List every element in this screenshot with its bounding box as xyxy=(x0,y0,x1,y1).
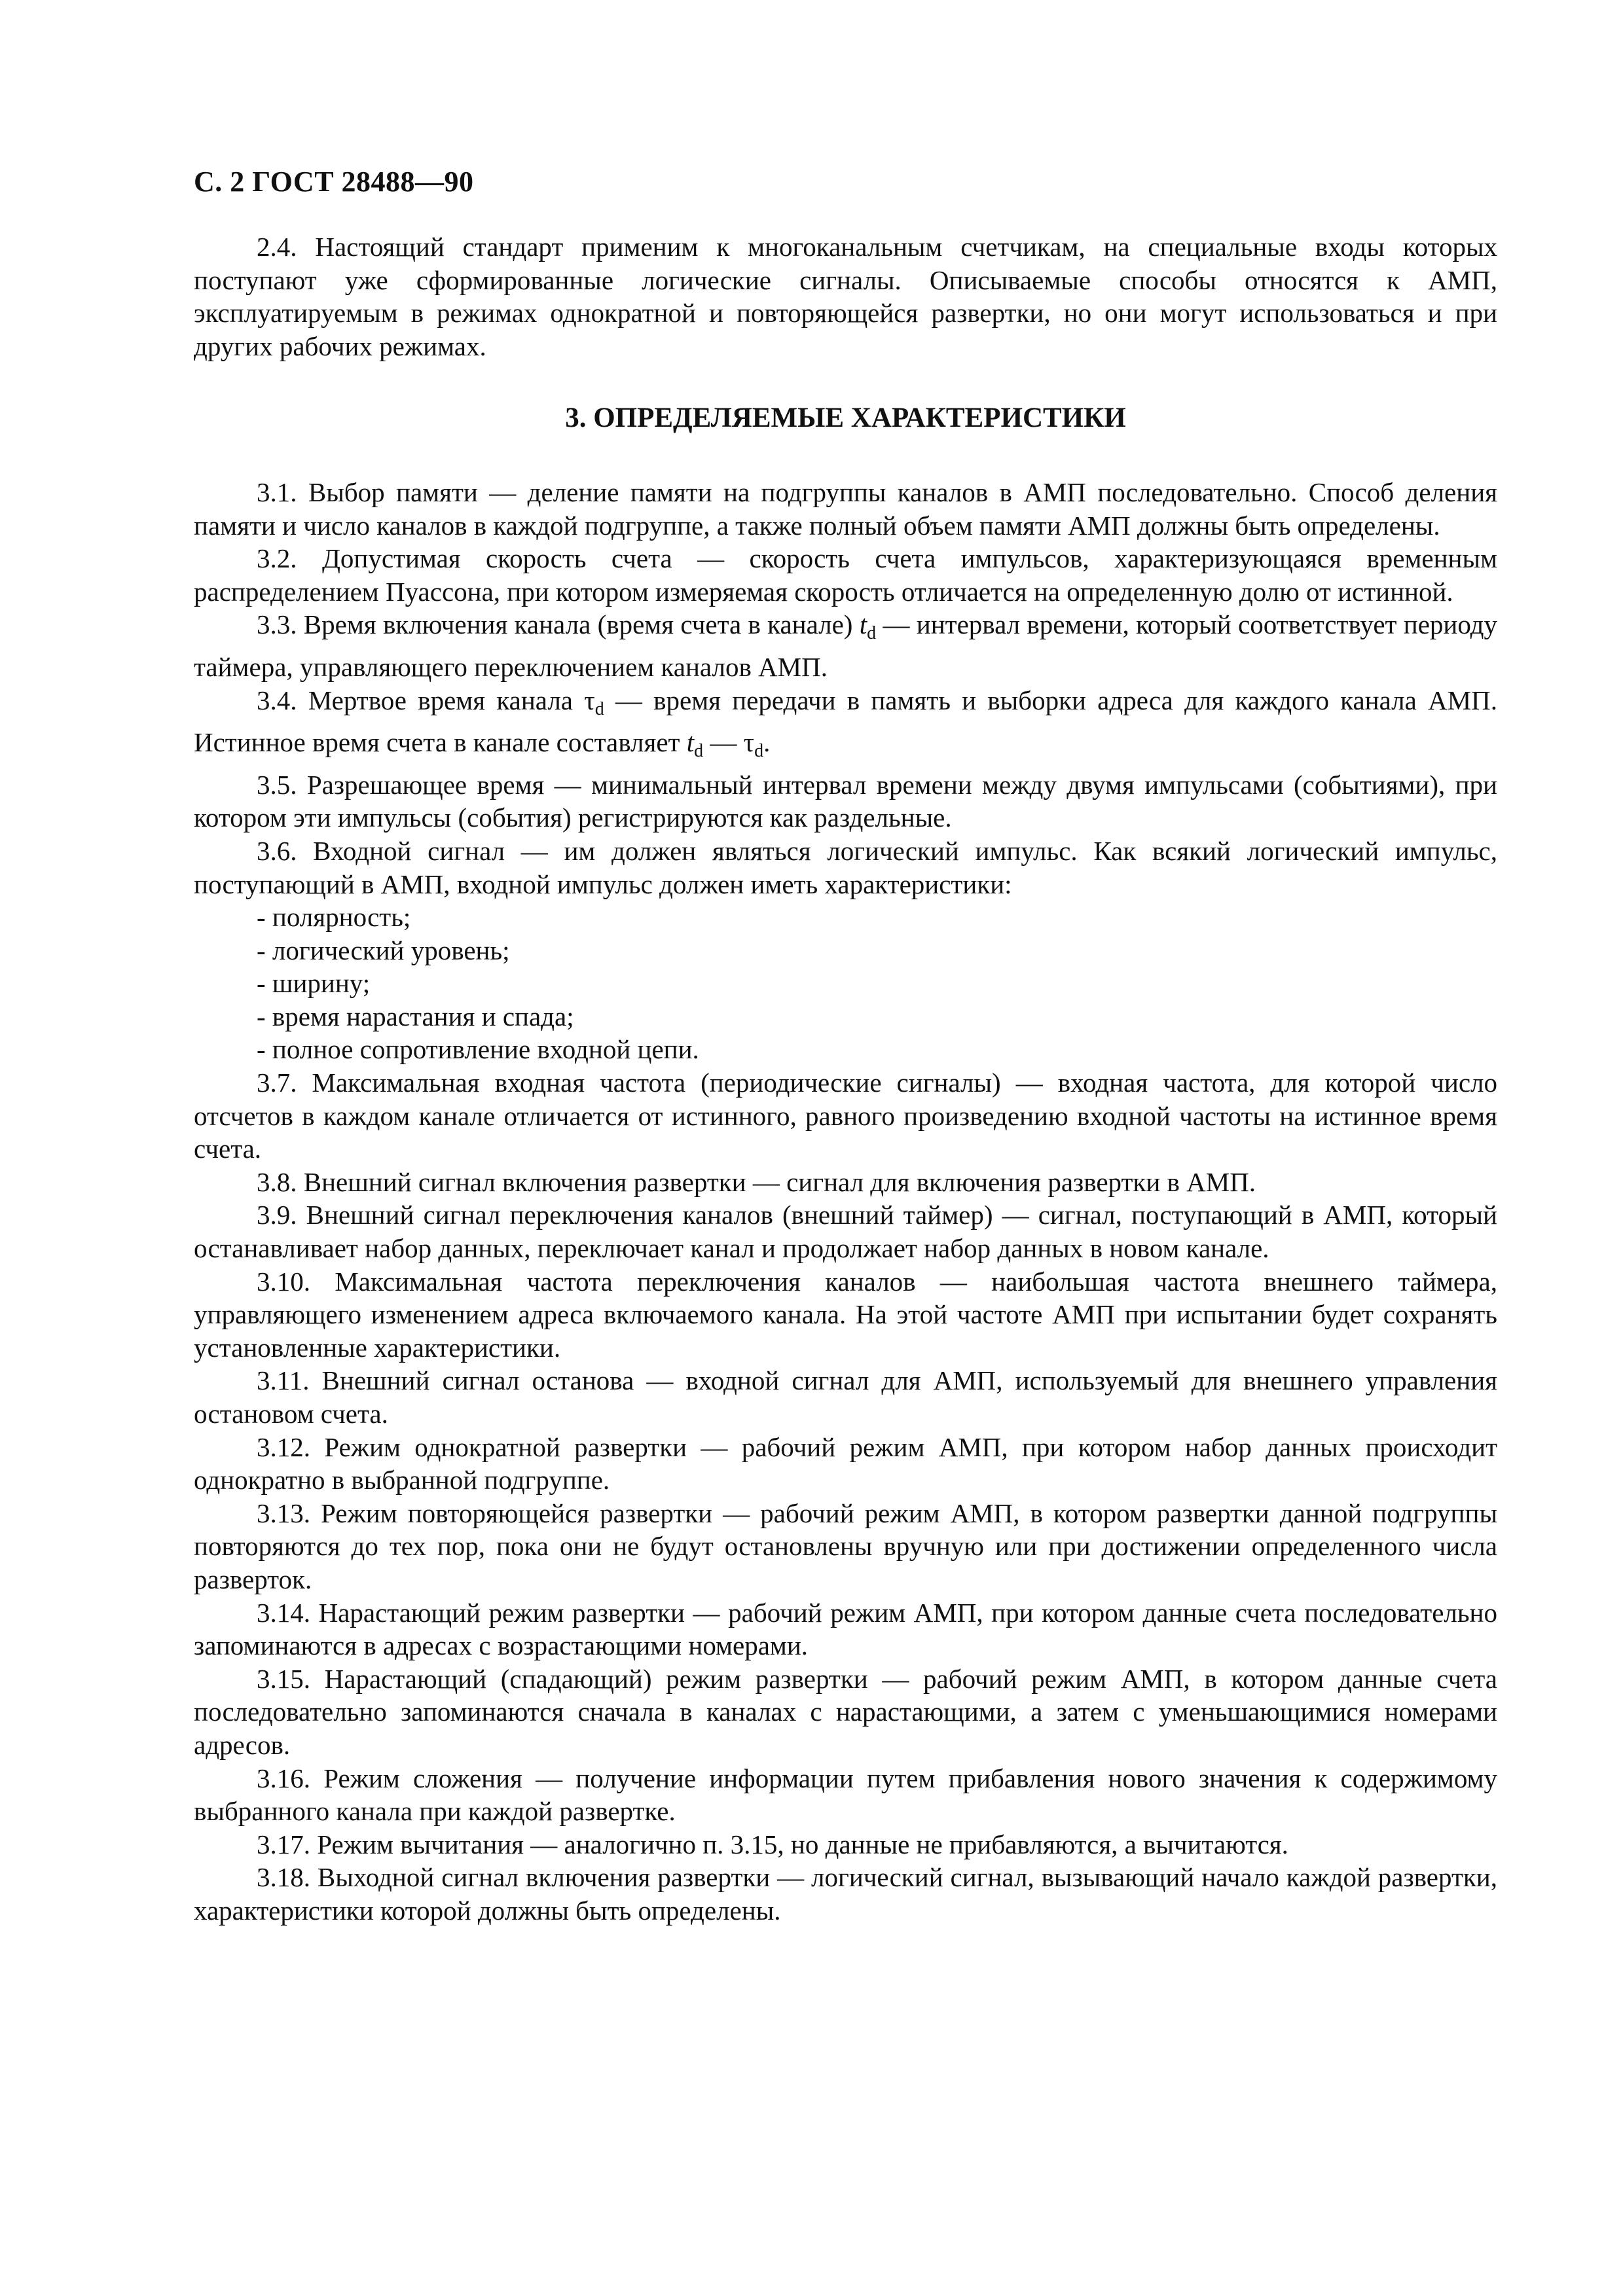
paragraph-3-14: 3.14. Нарастающий режим развертки — рабочий режим АМП, при котором данные счета последовательно запоминаются в адресах с возрастающими номерами. xyxy=(194,1597,1497,1661)
list-item: - полярность; xyxy=(257,902,411,933)
paragraph-3-9: 3.9. Внешний сигнал переключения каналов (внешний таймер) — сигнал, поступающий в АМП, который останавливает набор данных, переключает канал и продолжает набор данных в новом канале. xyxy=(194,1200,1497,1264)
paragraph-3-17: 3.17. Режим вычитания — аналогично п. 3.15, но данные не прибавляются, а вычитаются. xyxy=(257,1829,1288,1859)
paragraph-3-5: 3.5. Разрешающее время — минимальный интервал времени между двумя импульсами (событиями), при котором эти импульсы (события) регистрируются как раздельные. xyxy=(194,769,1497,833)
p34-text-b: — время передачи в память и выборки адреса для каждого канала АМП. Истинное время счета в канале составляет xyxy=(194,685,1497,758)
list-item: - логический уровень; xyxy=(257,935,510,965)
paragraph-3-2: 3.2. Допустимая скорость счета — скорость счета импульсов, характеризующаяся временным распределением Пуассона, при котором измеряемая скорость отличается на определенную долю от истинной. xyxy=(194,543,1497,607)
p34-text-c: — τ xyxy=(703,727,755,758)
paragraph-3-13: 3.13. Режим повторяющейся развертки — рабочий режим АМП, в котором развертки данной подгруппы повторяются до тех пор, пока они не будут остановлены вручную или при достижении определенного числа разверток. xyxy=(194,1498,1497,1594)
p33-text-a: 3.3. Время включения канала (время счета в канале) xyxy=(257,609,860,640)
characteristics-list xyxy=(194,901,1497,1066)
paragraph-3-7: 3.7. Максимальная входная частота (периодические сигналы) — входная частота, для которой число отсчетов в каждом канале отличается от истинного, равного произведению входной частоты на истинное время счета. xyxy=(194,1067,1497,1164)
document-body xyxy=(194,230,1497,1928)
list-item: - ширину; xyxy=(257,968,371,999)
list-item: - время нарастания и спада; xyxy=(257,1001,574,1031)
p33-subscript: d xyxy=(867,623,877,644)
p34-text-d: . xyxy=(763,727,771,758)
paragraph-3-1: 3.1. Выбор памяти — деление памяти на подгруппы каналов в АМП последовательно. Способ деления памяти и число каналов в каждой подгруппе, а также полный объем памяти АМП должны быть определены. xyxy=(194,476,1497,541)
p34-text-a: 3.4. Мертвое время канала τ xyxy=(257,685,595,715)
paragraph-3-10: 3.10. Максимальная частота переключения каналов — наибольшая частота внешнего таймера, управляющего изменением адреса включаемого канала. На этой частоте АМП при испытании будет сохранять установленные характеристики. xyxy=(194,1266,1497,1363)
p34-symbol-t: t xyxy=(686,727,695,758)
page-header: С. 2 ГОСТ 28488—90 xyxy=(194,166,474,198)
p33-symbol-t: t xyxy=(859,609,867,640)
p34-subscript-3: d xyxy=(754,741,764,762)
paragraph-3-8: 3.8. Внешний сигнал включения развертки — сигнал для включения развертки в АМП. xyxy=(257,1166,1256,1197)
paragraph-3-11: 3.11. Внешний сигнал останова — входной сигнал для АМП, используемый для внешнего управления остановом счета. xyxy=(194,1365,1497,1429)
paragraph-2-4: 2.4. Настоящий стандарт применим к многоканальным счетчикам, на специальные входы которых поступают уже сформированные логические сигналы. Описываемые способы относятся к АМП, эксплуатируемым в режимах однократной и повторяющейся развертки, но они могут использоваться и при других рабочих режимах. xyxy=(194,232,1497,361)
paragraph-3-4 xyxy=(194,684,1497,768)
paragraph-3-3 xyxy=(194,608,1497,683)
paragraph-3-18: 3.18. Выходной сигнал включения развертки — логический сигнал, вызывающий начало каждой развертки, характеристики которой должны быть определены. xyxy=(194,1862,1497,1926)
paragraph-3-15: 3.15. Нарастающий (спадающий) режим развертки — рабочий режим АМП, в котором данные счета последовательно запоминаются сначала в каналах с нарастающими, а затем с уменьшающимися номерами адресов. xyxy=(194,1663,1497,1760)
paragraph-3-12: 3.12. Режим однократной развертки — рабочий режим АМП, при котором набор данных происходит однократно в выбранной подгруппе. xyxy=(194,1431,1497,1496)
p34-subscript-1: d xyxy=(594,698,604,719)
p34-subscript-2: d xyxy=(694,741,704,762)
paragraph-3-16: 3.16. Режим сложения — получение информации путем прибавления нового значения к содержимому выбранного канала при каждой развертке. xyxy=(194,1763,1497,1827)
section-title: 3. ОПРЕДЕЛЯЕМЫЕ ХАРАКТЕРИСТИКИ xyxy=(565,403,1126,434)
paragraph-3-6: 3.6. Входной сигнал — им должен являться логический импульс. Как всякий логический импульс, поступающий в АМП, входной импульс должен иметь характеристики: xyxy=(194,835,1497,899)
p33-text-b: — интервал времени, который соответствует периоду таймера, управляющего переключением каналов АМП. xyxy=(194,609,1498,682)
list-item: - полное сопротивление входной цепи. xyxy=(257,1034,699,1065)
